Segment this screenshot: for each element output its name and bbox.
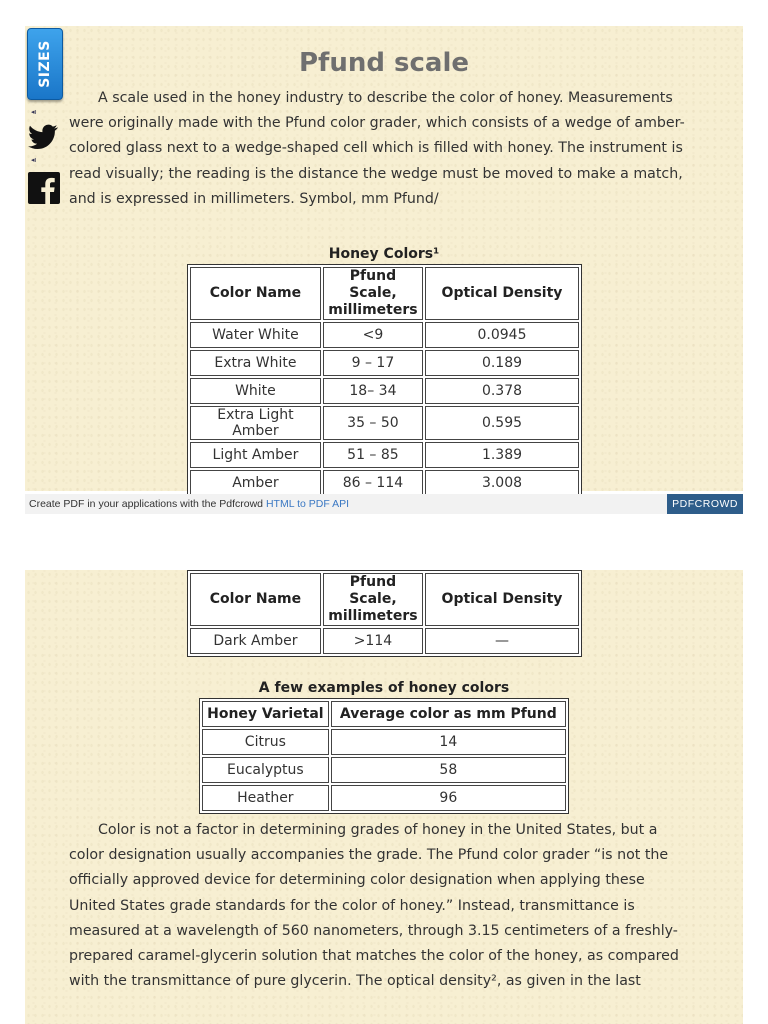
cell-color-name: White [190,378,321,404]
honey-colors-caption: Honey Colors¹ [328,246,440,262]
cell-pfund: 86 – 114 [323,470,423,496]
cell-density: — [425,628,579,654]
share-marker: ◂ı [31,108,37,116]
twitter-icon[interactable] [28,124,58,150]
table-row [202,729,566,755]
cell-pfund: 9 – 17 [323,350,423,376]
table-header-row [190,573,579,626]
cell-varietal: Heather [202,785,329,811]
header-average-color: Average color as mm Pfund [331,701,566,727]
share-marker: ◂ı [31,156,37,164]
cell-density: 1.389 [425,442,579,468]
cell-color-name: Dark Amber [190,628,321,654]
body-paragraph: Color is not a factor in determining grades of honey in the United States, but a color designation usually accompanies the grade. The Pfund color grader “is not the officially approved device for determining color designation when applying these United States grade standards for the color of honey.” Instead, transmittance is measured at a wavelength of 560 nanometers, through 3.15 centimeters of a freshly-prepared caramel-glycerin solution that matches the color of the honey, as compared with the transmittance of pure glycerin. The optical density², as given in the last [69,822,679,990]
table-header-row [202,701,566,727]
cell-average: 14 [331,729,566,755]
cell-density: 0.0945 [425,322,579,348]
cell-color-name: Amber [190,470,321,496]
intro-paragraph: A scale used in the honey industry to describe the color of honey. Measurements were originally made with the Pfund color grader, which consists of a wedge of amber-colored glass next to a wedge-shaped cell which is filled with honey. The instrument is read visually; the reading is the distance the wedge must be moved to make a match, and is expressed in millimeters. Symbol, mm Pfund/ [69,90,685,207]
cell-average: 58 [331,757,566,783]
cell-pfund: 35 – 50 [323,406,423,440]
cell-color-name: Extra Light Amber [190,406,321,440]
cell-varietal: Citrus [202,729,329,755]
header-honey-varietal: Honey Varietal [202,701,329,727]
table-row [202,785,566,811]
header-optical-density: Optical Density [425,267,579,320]
header-pfund-scale: Pfund Scale, millimeters [323,573,423,626]
cell-pfund: 51 – 85 [323,442,423,468]
table-row [190,322,579,348]
table-row [190,470,579,496]
table-row [202,757,566,783]
honey-examples-table [199,698,569,814]
cell-varietal: Eucalyptus [202,757,329,783]
cell-density: 3.008 [425,470,579,496]
table-row [190,350,579,376]
cell-pfund: >114 [323,628,423,654]
header-optical-density: Optical Density [425,573,579,626]
header-pfund-scale: Pfund Scale, millimeters [323,267,423,320]
cell-color-name: Extra White [190,350,321,376]
honey-colors-table [187,264,582,510]
facebook-icon[interactable] [28,172,60,204]
cell-density: 0.378 [425,378,579,404]
table-row [190,378,579,404]
table-row [190,628,579,654]
page-title: Pfund scale [298,48,470,78]
banner-text: Create PDF in your applications with the Pdfcrowd HTML to PDF API [29,498,349,510]
pdfcrowd-logo[interactable]: PDFCROWD [667,494,743,514]
table-row [190,406,579,440]
sizes-label: SIZES [37,40,53,88]
honey-colors-table-continued [187,570,582,657]
table-header-row [190,267,579,320]
cell-density: 0.595 [425,406,579,440]
pdfcrowd-banner [25,494,743,514]
header-color-name: Color Name [190,267,321,320]
cell-density: 0.189 [425,350,579,376]
table-row [190,442,579,468]
examples-caption: A few examples of honey colors [258,680,510,696]
cell-color-name: Light Amber [190,442,321,468]
cell-pfund: <9 [323,322,423,348]
header-color-name: Color Name [190,573,321,626]
html-to-pdf-link[interactable]: HTML to PDF API [265,498,349,510]
cell-color-name: Water White [190,322,321,348]
cell-pfund: 18– 34 [323,378,423,404]
cell-average: 96 [331,785,566,811]
